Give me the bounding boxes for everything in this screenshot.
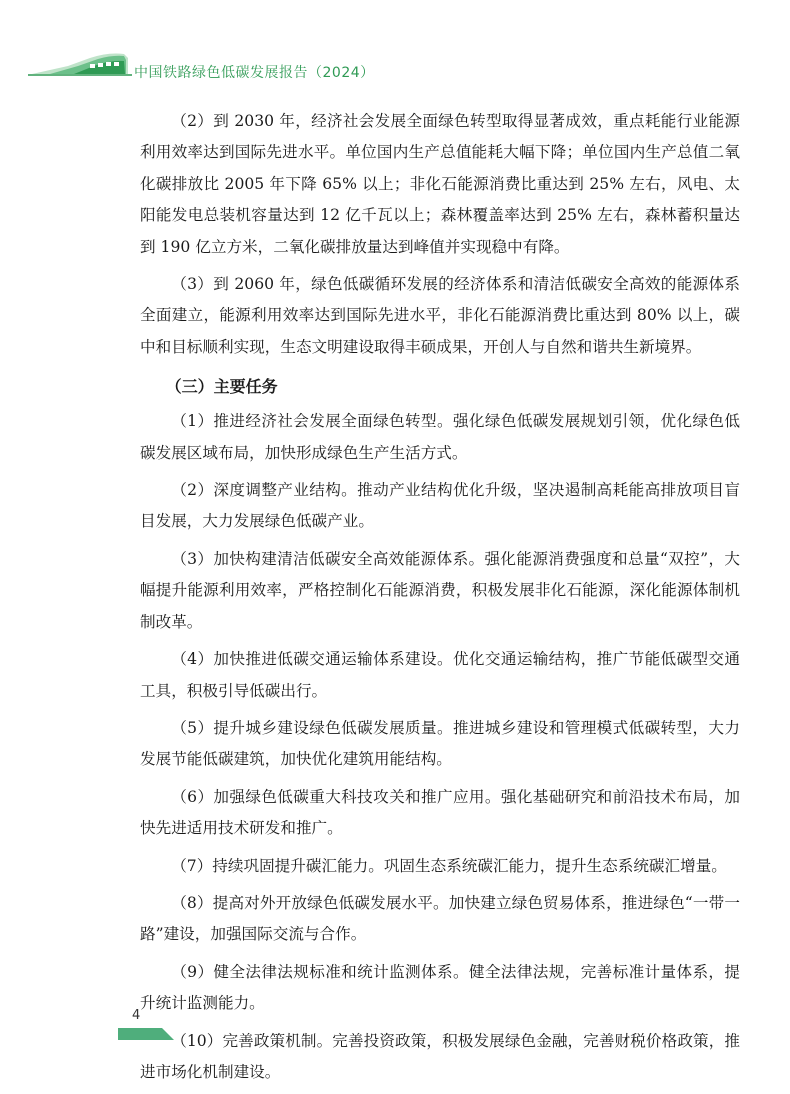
task-item-7: （7）持续巩固提升碳汇能力。巩固生态系统碳汇能力，提升生态系统碳汇增量。 <box>171 856 727 875</box>
task-item-1: （1）推进经济社会发展全面绿色转型。强化绿色低碳发展规划引领，优化绿色低碳发展区域布局，加快形成绿色生产生活方式。 <box>140 412 740 462</box>
page-number: 4 <box>132 1008 141 1023</box>
paragraph-2060: （3）到 2060 年，绿色低碳循环发展的经济体系和清洁低碳安全高效的能源体系全面建立，能源利用效率达到国际先进水平，非化石能源消费比重达到 80% 以上，碳中和目标顺利实现，生态文明建设取得丰硕成果，开创人与自然和谐共生新境界。 <box>140 275 740 356</box>
page-header <box>28 44 375 86</box>
task-item-2: （2）深度调整产业结构。推动产业结构优化升级，坚决遏制高耗能高排放项目盲目发展，大力发展绿色低碳产业。 <box>140 481 740 531</box>
task-item-9: （9）健全法律法规标准和统计监测体系。健全法律法规，完善标准计量体系，提升统计监测能力。 <box>140 962 740 1013</box>
task-item-10: （10）完善政策机制。完善投资政策，积极发展绿色金融，完善财税价格政策，推进市场化机制建设。 <box>140 1031 740 1081</box>
document-body <box>140 106 740 1094</box>
footer-accent-bar <box>118 1026 178 1042</box>
page-footer <box>118 1008 258 1044</box>
task-item-5: （5）提升城乡建设绿色低碳发展质量。推进城乡建设和管理模式低碳转型，大力发展节能低碳建筑，加快优化建筑用能结构。 <box>140 718 740 769</box>
paragraph-2030: （2）到 2030 年，经济社会发展全面绿色转型取得显著成效，重点耗能行业能源利用效率达到国际先进水平。单位国内生产总值能耗大幅下降；单位国内生产总值二氧化碳排放比 2005 年下降 65% 以上；非化石能源消费比重达到 25% 左右，风电、太阳能发电总装机容量达到 12 亿千瓦以上；森林覆盖率达到 25% 左右，森林蓄积量达到 190 亿立方米，二氧化碳排放量达到峰值并实现稳中有降。 <box>140 112 740 256</box>
train-icon <box>28 44 132 78</box>
task-item-8: （8）提高对外开放绿色低碳发展水平。加快建立绿色贸易体系，推进绿色“一带一路”建设，加强国际交流与合作。 <box>140 893 740 944</box>
report-title: 中国铁路绿色低碳发展报告（2024） <box>134 65 375 81</box>
task-item-6: （6）加强绿色低碳重大科技攻关和推广应用。强化基础研究和前沿技术布局，加快先进适用技术研发和推广。 <box>140 787 740 838</box>
section-heading: （三）主要任务 <box>165 377 278 397</box>
task-item-3: （3）加快构建清洁低碳安全高效能源体系。强化能源消费强度和总量“双控”，大幅提升能源利用效率，严格控制化石能源消费，积极发展非化石能源，深化能源体制机制改革。 <box>140 549 740 631</box>
task-item-4: （4）加快推进低碳交通运输体系建设。优化交通运输结构，推广节能低碳型交通工具，积极引导低碳出行。 <box>140 650 740 700</box>
